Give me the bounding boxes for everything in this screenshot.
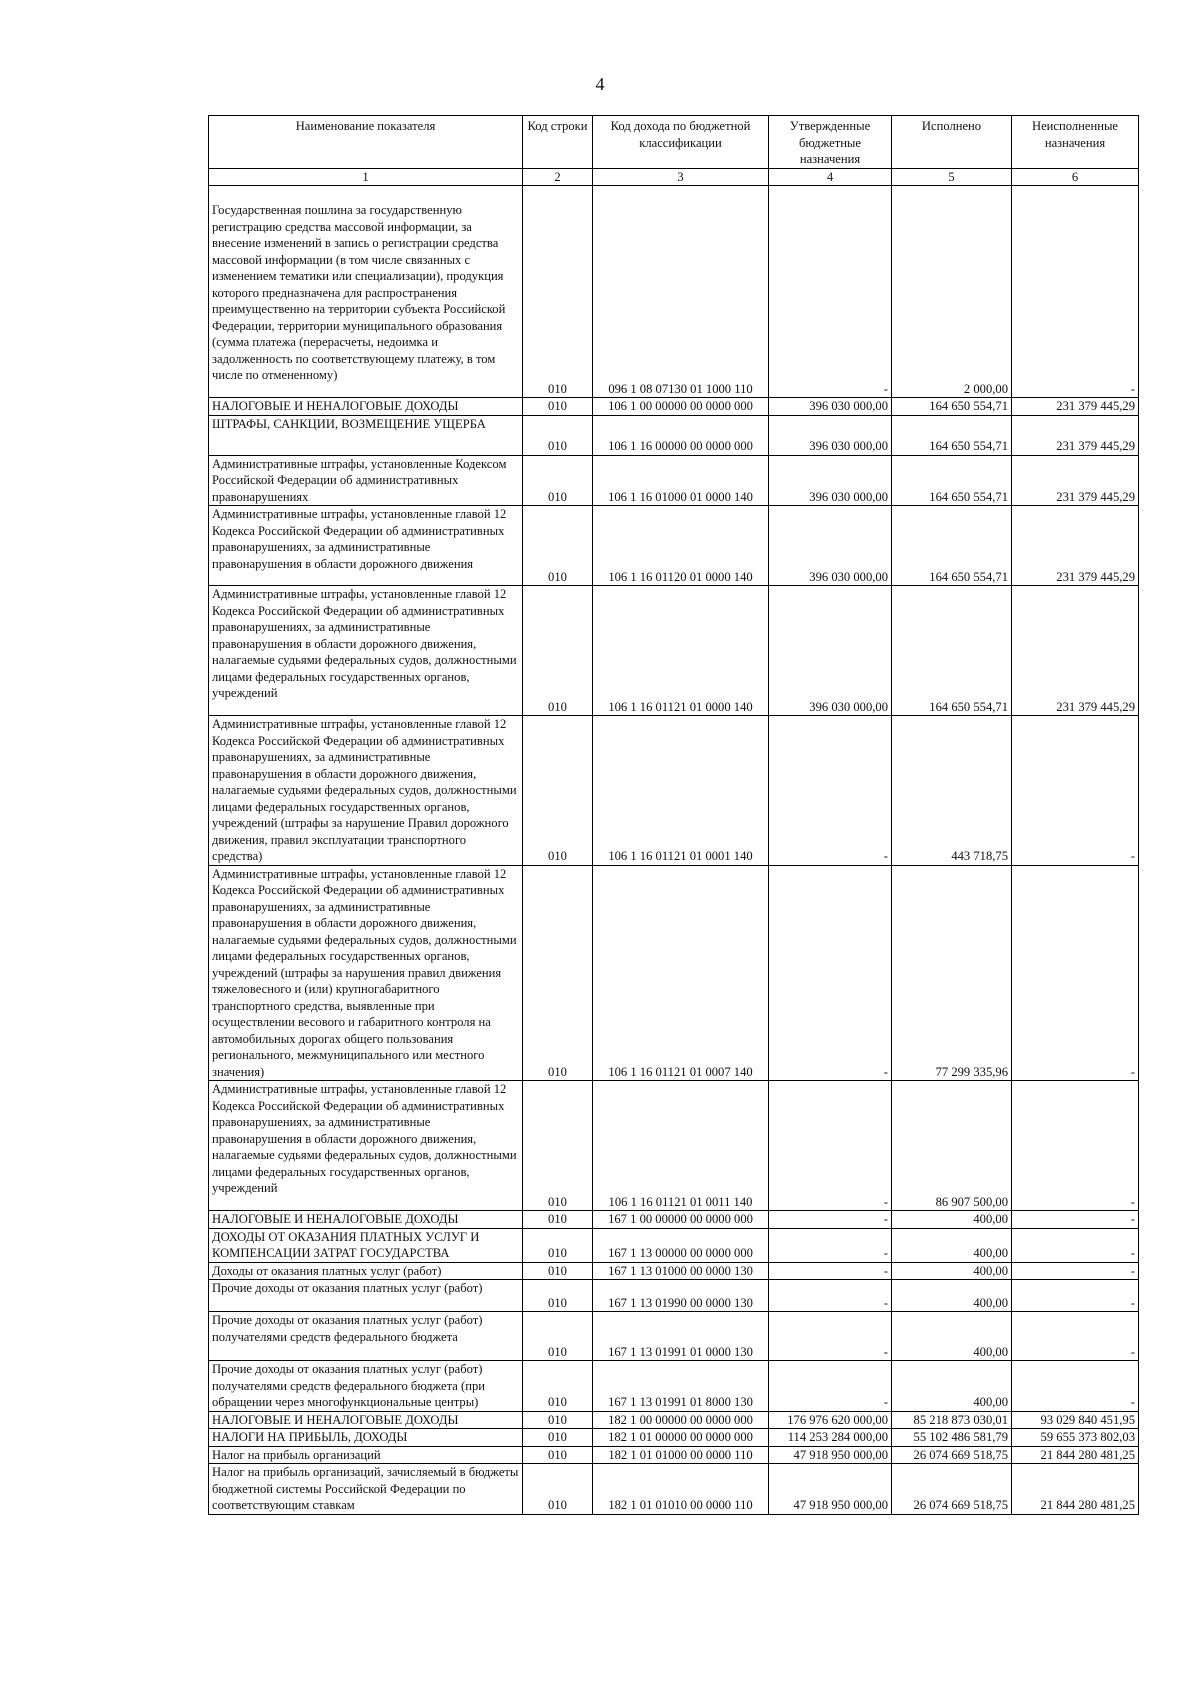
table-row <box>209 1446 1139 1464</box>
row-name: Административные штрафы, установленные Кодексом Российской Федерации об административных правонарушениях <box>209 455 523 506</box>
row-executed: 164 650 554,71 <box>892 455 1012 506</box>
row-name: Налог на прибыль организаций <box>209 1446 523 1464</box>
table-row <box>209 1429 1139 1447</box>
row-name: НАЛОГОВЫЕ И НЕНАЛОГОВЫЕ ДОХОДЫ <box>209 398 523 416</box>
row-unexecuted: - <box>1012 1280 1139 1312</box>
row-line-code: 010 <box>523 506 593 586</box>
row-executed: 77 299 335,96 <box>892 865 1012 1081</box>
row-line-code: 010 <box>523 1280 593 1312</box>
col-number: 4 <box>769 168 892 186</box>
row-executed: 164 650 554,71 <box>892 415 1012 455</box>
row-name: НАЛОГОВЫЕ И НЕНАЛОГОВЫЕ ДОХОДЫ <box>209 1211 523 1229</box>
row-unexecuted: 21 844 280 481,25 <box>1012 1464 1139 1515</box>
row-approved: 396 030 000,00 <box>769 455 892 506</box>
table-row <box>209 865 1139 1081</box>
table-row <box>209 1280 1139 1312</box>
row-name: ШТРАФЫ, САНКЦИИ, ВОЗМЕЩЕНИЕ УЩЕРБА <box>209 415 523 455</box>
row-approved: - <box>769 1262 892 1280</box>
row-name: Административные штрафы, установленные главой 12 Кодекса Российской Федерации об административных правонарушениях, за административные правонарушения в области дорожного движения <box>209 506 523 586</box>
row-approved: - <box>769 716 892 866</box>
row-executed: 400,00 <box>892 1262 1012 1280</box>
row-executed: 86 907 500,00 <box>892 1081 1012 1211</box>
row-executed: 55 102 486 581,79 <box>892 1429 1012 1447</box>
row-line-code: 010 <box>523 186 593 398</box>
row-line-code: 010 <box>523 716 593 866</box>
row-name: Административные штрафы, установленные главой 12 Кодекса Российской Федерации об административных правонарушениях, за административные правонарушения в области дорожного движения, налагаемые судьями федеральных судов, должностными лицами федеральных государственных органов, учреждений (штрафы за нарушение Правил дорожного движения, правил эксплуатации транспортного средства) <box>209 716 523 866</box>
col-number: 6 <box>1012 168 1139 186</box>
row-kbk-code: 106 1 16 01121 01 0000 140 <box>593 586 769 716</box>
row-line-code: 010 <box>523 865 593 1081</box>
row-executed: 26 074 669 518,75 <box>892 1446 1012 1464</box>
row-name: НАЛОГИ НА ПРИБЫЛЬ, ДОХОДЫ <box>209 1429 523 1447</box>
table-row <box>209 1211 1139 1229</box>
table-row <box>209 716 1139 866</box>
row-kbk-code: 182 1 01 00000 00 0000 000 <box>593 1429 769 1447</box>
row-approved: 396 030 000,00 <box>769 506 892 586</box>
row-unexecuted: 231 379 445,29 <box>1012 415 1139 455</box>
table-row <box>209 1262 1139 1280</box>
row-kbk-code: 096 1 08 07130 01 1000 110 <box>593 186 769 398</box>
row-executed: 2 000,00 <box>892 186 1012 398</box>
table-row <box>209 506 1139 586</box>
row-unexecuted: - <box>1012 1211 1139 1229</box>
row-unexecuted: 231 379 445,29 <box>1012 586 1139 716</box>
row-approved: 176 976 620 000,00 <box>769 1411 892 1429</box>
row-kbk-code: 167 1 13 01990 00 0000 130 <box>593 1280 769 1312</box>
row-executed: 443 718,75 <box>892 716 1012 866</box>
row-kbk-code: 106 1 16 01121 01 0001 140 <box>593 716 769 866</box>
col-header-unexecuted: Неисполненные назначения <box>1012 116 1139 169</box>
row-name: НАЛОГОВЫЕ И НЕНАЛОГОВЫЕ ДОХОДЫ <box>209 1411 523 1429</box>
row-kbk-code: 106 1 16 01121 01 0011 140 <box>593 1081 769 1211</box>
table-row <box>209 1411 1139 1429</box>
row-approved: - <box>769 186 892 398</box>
row-name: ДОХОДЫ ОТ ОКАЗАНИЯ ПЛАТНЫХ УСЛУГ И КОМПЕНСАЦИИ ЗАТРАТ ГОСУДАРСТВА <box>209 1228 523 1262</box>
row-line-code: 010 <box>523 455 593 506</box>
row-executed: 164 650 554,71 <box>892 586 1012 716</box>
row-kbk-code: 167 1 00 00000 00 0000 000 <box>593 1211 769 1229</box>
row-approved: - <box>769 1228 892 1262</box>
row-approved: 396 030 000,00 <box>769 398 892 416</box>
col-number: 2 <box>523 168 593 186</box>
table-body <box>209 186 1139 1515</box>
row-approved: - <box>769 1280 892 1312</box>
row-executed: 400,00 <box>892 1280 1012 1312</box>
table-row <box>209 455 1139 506</box>
row-name: Прочие доходы от оказания платных услуг (работ) <box>209 1280 523 1312</box>
row-approved: - <box>769 1361 892 1412</box>
row-kbk-code: 106 1 16 01120 01 0000 140 <box>593 506 769 586</box>
table-row <box>209 1081 1139 1211</box>
row-line-code: 010 <box>523 415 593 455</box>
row-line-code: 010 <box>523 1228 593 1262</box>
row-executed: 164 650 554,71 <box>892 506 1012 586</box>
table-row <box>209 186 1139 398</box>
row-kbk-code: 167 1 13 00000 00 0000 000 <box>593 1228 769 1262</box>
row-name: Доходы от оказания платных услуг (работ) <box>209 1262 523 1280</box>
row-kbk-code: 106 1 16 01121 01 0007 140 <box>593 865 769 1081</box>
row-kbk-code: 167 1 13 01991 01 0000 130 <box>593 1312 769 1361</box>
row-approved: 47 918 950 000,00 <box>769 1464 892 1515</box>
row-approved: - <box>769 865 892 1081</box>
row-executed: 164 650 554,71 <box>892 398 1012 416</box>
row-executed: 400,00 <box>892 1228 1012 1262</box>
table-row <box>209 586 1139 716</box>
row-unexecuted: - <box>1012 1361 1139 1412</box>
table-row <box>209 1228 1139 1262</box>
row-kbk-code: 106 1 16 01000 01 0000 140 <box>593 455 769 506</box>
row-unexecuted: - <box>1012 1081 1139 1211</box>
row-name: Административные штрафы, установленные главой 12 Кодекса Российской Федерации об административных правонарушениях, за административные правонарушения в области дорожного движения, налагаемые судьями федеральных судов, должностными лицами федеральных государственных органов, учреждений (штрафы за нарушения правил движения тяжеловесного и (или) крупногабаритного транспортного средства, выявленные при осуществлении весового и габаритного контроля на автомобильных дорогах общего пользования регионального, межмуниципального или местного значения) <box>209 865 523 1081</box>
row-line-code: 010 <box>523 1262 593 1280</box>
row-line-code: 010 <box>523 398 593 416</box>
row-name: Административные штрафы, установленные главой 12 Кодекса Российской Федерации об административных правонарушениях, за административные правонарушения в области дорожного движения, налагаемые судьями федеральных судов, должностными лицами федеральных государственных органов, учреждений <box>209 1081 523 1211</box>
row-approved: - <box>769 1081 892 1211</box>
row-executed: 400,00 <box>892 1312 1012 1361</box>
row-executed: 85 218 873 030,01 <box>892 1411 1012 1429</box>
row-name: Прочие доходы от оказания платных услуг (работ) получателями средств федерального бюджета <box>209 1312 523 1361</box>
col-header-executed: Исполнено <box>892 116 1012 169</box>
row-line-code: 010 <box>523 1361 593 1412</box>
row-executed: 400,00 <box>892 1211 1012 1229</box>
row-line-code: 010 <box>523 1464 593 1515</box>
row-unexecuted: 59 655 373 802,03 <box>1012 1429 1139 1447</box>
column-number-row <box>209 168 1139 186</box>
col-number: 5 <box>892 168 1012 186</box>
row-line-code: 010 <box>523 1411 593 1429</box>
row-approved: 114 253 284 000,00 <box>769 1429 892 1447</box>
row-approved: 47 918 950 000,00 <box>769 1446 892 1464</box>
row-kbk-code: 106 1 16 00000 00 0000 000 <box>593 415 769 455</box>
col-header-line-code: Код строки <box>523 116 593 169</box>
row-unexecuted: - <box>1012 1312 1139 1361</box>
row-unexecuted: - <box>1012 865 1139 1081</box>
table-row <box>209 415 1139 455</box>
row-approved: 396 030 000,00 <box>769 415 892 455</box>
row-line-code: 010 <box>523 1312 593 1361</box>
row-kbk-code: 182 1 01 01010 00 0000 110 <box>593 1464 769 1515</box>
row-kbk-code: 167 1 13 01000 00 0000 130 <box>593 1262 769 1280</box>
row-name: Государственная пошлина за государственную регистрацию средства массовой информации, за внесение изменений в запись о регистрации средства массовой информации (в том числе связанных с изменением тематики или специализации), продукция которого предназначена для распространения преимущественно на территории субъекта Российской Федерации, территории муниципального образования (сумма платежа (перерасчеты, недоимка и задолженность по соответствующему платежу, в том числе по отмененному) <box>209 186 523 398</box>
row-approved: - <box>769 1312 892 1361</box>
col-header-approved: Утвержденные бюджетные назначения <box>769 116 892 169</box>
table-row <box>209 1464 1139 1515</box>
header-row <box>209 116 1139 169</box>
row-line-code: 010 <box>523 1211 593 1229</box>
row-kbk-code: 106 1 00 00000 00 0000 000 <box>593 398 769 416</box>
row-unexecuted: 21 844 280 481,25 <box>1012 1446 1139 1464</box>
page-number: 4 <box>595 74 605 94</box>
row-unexecuted: 231 379 445,29 <box>1012 455 1139 506</box>
col-number: 1 <box>209 168 523 186</box>
row-unexecuted: - <box>1012 186 1139 398</box>
row-line-code: 010 <box>523 1429 593 1447</box>
row-line-code: 010 <box>523 586 593 716</box>
row-line-code: 010 <box>523 1446 593 1464</box>
row-unexecuted: - <box>1012 716 1139 866</box>
row-name: Налог на прибыль организаций, зачисляемый в бюджеты бюджетной системы Российской Федерации по соответствующим ставкам <box>209 1464 523 1515</box>
row-unexecuted: 231 379 445,29 <box>1012 398 1139 416</box>
row-executed: 400,00 <box>892 1361 1012 1412</box>
row-approved: - <box>769 1211 892 1229</box>
table-row <box>209 398 1139 416</box>
row-unexecuted: - <box>1012 1228 1139 1262</box>
row-kbk-code: 182 1 00 00000 00 0000 000 <box>593 1411 769 1429</box>
table-row <box>209 1361 1139 1412</box>
revenue-table <box>208 115 1139 1515</box>
table-row <box>209 1312 1139 1361</box>
row-executed: 26 074 669 518,75 <box>892 1464 1012 1515</box>
row-kbk-code: 182 1 01 01000 00 0000 110 <box>593 1446 769 1464</box>
row-approved: 396 030 000,00 <box>769 586 892 716</box>
row-name: Прочие доходы от оказания платных услуг (работ) получателями средств федерального бюджета (при обращении через многофункциональные центры) <box>209 1361 523 1412</box>
col-header-kbk: Код дохода по бюджетной классификации <box>593 116 769 169</box>
col-number: 3 <box>593 168 769 186</box>
row-unexecuted: 231 379 445,29 <box>1012 506 1139 586</box>
row-unexecuted: 93 029 840 451,95 <box>1012 1411 1139 1429</box>
row-line-code: 010 <box>523 1081 593 1211</box>
row-kbk-code: 167 1 13 01991 01 8000 130 <box>593 1361 769 1412</box>
row-name: Административные штрафы, установленные главой 12 Кодекса Российской Федерации об административных правонарушениях, за административные правонарушения в области дорожного движения, налагаемые судьями федеральных судов, должностными лицами федеральных государственных органов, учреждений <box>209 586 523 716</box>
col-header-name: Наименование показателя <box>209 116 523 169</box>
row-unexecuted: - <box>1012 1262 1139 1280</box>
